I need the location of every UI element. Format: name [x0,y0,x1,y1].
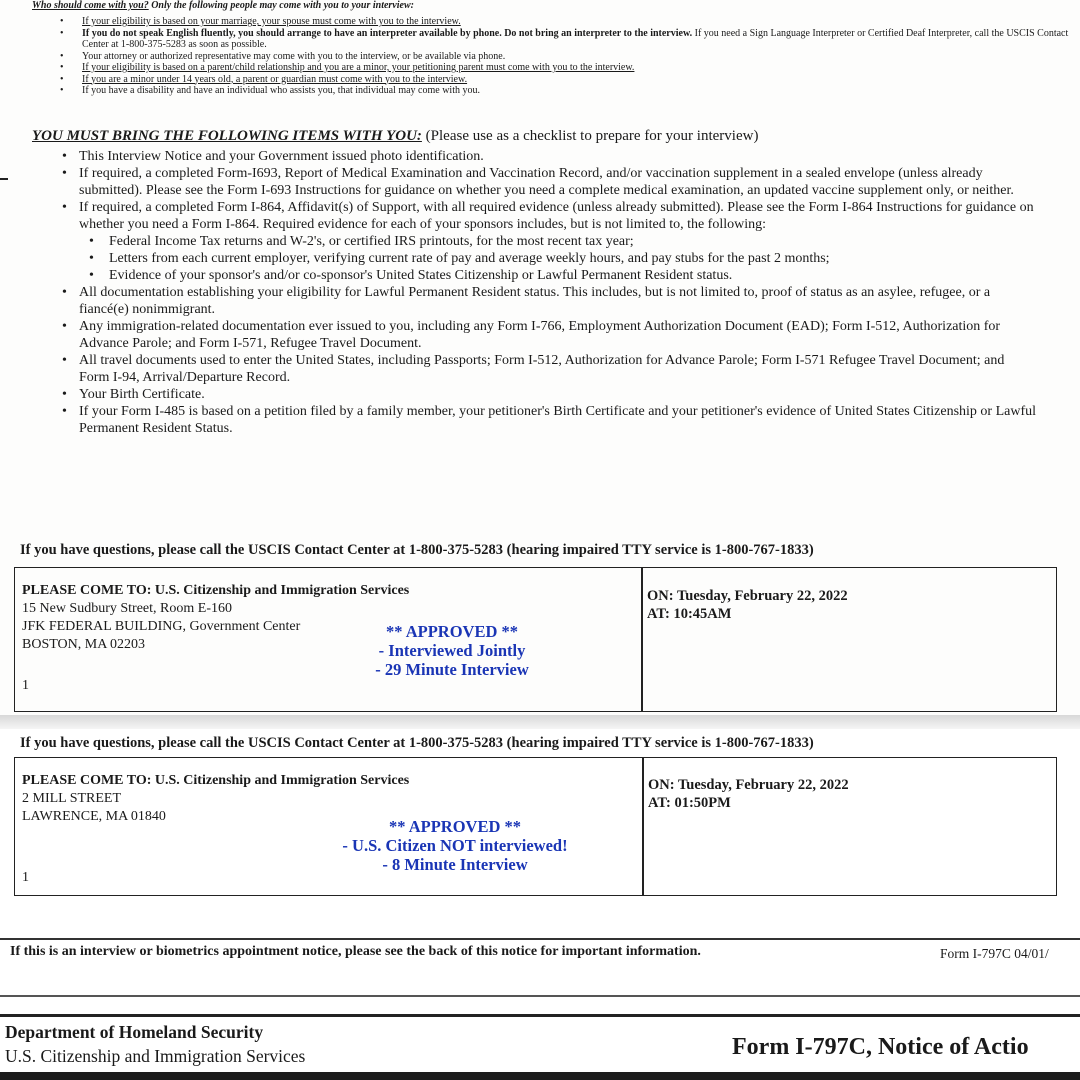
list-item: • Letters from each current employer, verifying current rate of pay and average weekly hours, and pay stubs for the past 2 months; [89,250,1037,267]
sponsor-evidence-list [89,233,1037,284]
approved-annotation-1: ** APPROVED ** - Interviewed Jointly - 29 Minute Interview [375,622,529,679]
list-item: • If your eligibility is based on a parent/child relationship and you are a minor, your petitioning parent must come with you to the interview. [60,62,1070,74]
back-of-notice-line: If this is an interview or biometrics appointment notice, please see the back of this notice for important information. [10,944,701,959]
box-divider [642,758,644,895]
checklist [62,148,1037,437]
list-item: • If required, a completed Form-I693, Report of Medical Examination and Vaccination Record, and/or vaccination supplement in a sealed envelope (unless already submitted). Please see the Form I-693 Instructions for guidance on whether you need a complete medical examination, an updated vaccine supplement only, or neither. [62,165,1037,199]
box-divider [641,568,643,711]
list-item: • Your Birth Certificate. [62,386,1037,403]
list-item: • Federal Income Tax returns and W-2's, or certified IRS printouts, for the most recent tax year; [89,233,1037,250]
list-item: • If your Form I-485 is based on a petition filed by a family member, your petitioner's Birth Certificate and your petitioner's evidence of United States Citizenship or Lawful Permanent Resident Status. [62,403,1037,437]
list-item: • If required, a completed Form I-864, Affidavit(s) of Support, with all required evidence (unless already submitted). Please see the Form I-864 Instructions for guidance on whether you need a Form I-864. Required evidence for each of your sponsors includes, but is not limited to, the following: • Federal Income Tax returns and W-2's, or certified IRS printouts, for the most recent tax year; • Letters from each current employer, verifying current rate of pay and average weekly hours, and pay stubs for the past 2 months; • Evidence of your sponsor's and/or co-sponsor's United States Citizenship or Lawful Permanent Resident status. [62,199,1037,284]
appointment-datetime: ON: Tuesday, February 22, 2022 AT: 10:45AM [647,588,848,622]
list-item: • If your eligibility is based on your marriage, your spouse must come with you to the interview. [60,16,1070,28]
who-should-come-list [60,16,1070,97]
divider-line [0,995,1080,997]
divider-line [0,1014,1080,1017]
agency-name: U.S. Citizenship and Immigration Services [5,1046,306,1066]
margin-mark [0,178,8,180]
list-item: • If you have a disability and have an individual who assists you, that individual may come with you. [60,85,1070,97]
appointment-datetime: ON: Tuesday, February 22, 2022 AT: 01:50PM [648,777,849,811]
list-item: • Any immigration-related documentation ever issued to you, including any Form I-766, Employment Authorization Document (EAD); Form I-512, Authorization for Advance Parole; and Form I-571, Refugee Travel Document. [62,318,1037,352]
page-count: 1 [22,678,29,693]
list-item: • Your attorney or authorized representative may come with you to the interview, or be available via phone. [60,51,1070,63]
contact-center-line: If you have questions, please call the USCIS Contact Center at 1-800-375-5283 (hearing impaired TTY service is 1-800-767-1833) [20,735,814,751]
must-bring-heading: YOU MUST BRING THE FOLLOWING ITEMS WITH YOU: (Please use as a checklist to prepare for your interview) [32,128,759,144]
page-fold [0,715,1080,729]
appointment-location: PLEASE COME TO: U.S. Citizenship and Immigration Services 2 MILL STREET LAWRENCE, MA 01840 [22,773,410,824]
approved-annotation-2: ** APPROVED ** - U.S. Citizen NOT interviewed! - 8 Minute Interview [342,817,568,874]
bottom-band [0,1072,1080,1080]
list-item: • If you do not speak English fluently, you should arrange to have an interpreter available by phone. Do not bring an interpreter to the interview. If you need a Sign Language Interpreter or Certified Deaf Interpreter, call the USCIS Contact Center at 1-800-375-5283 as soon as possible. [60,28,1070,51]
list-item: • Evidence of your sponsor's and/or co-sponsor's United States Citizenship or Lawful Permanent Resident status. [89,267,1037,284]
contact-center-line: If you have questions, please call the USCIS Contact Center at 1-800-375-5283 (hearing impaired TTY service is 1-800-767-1833) [20,542,814,558]
form-code: Form I-797C 04/01/ [940,946,1049,961]
page-count: 1 [22,870,29,885]
divider-line [0,938,1080,940]
list-item: • If you are a minor under 14 years old, a parent or guardian must come with you to the interview. [60,74,1070,86]
list-item: • This Interview Notice and your Government issued photo identification. [62,148,1037,165]
form-title: Form I-797C, Notice of Actio [732,1034,1029,1060]
appointment-location: PLEASE COME TO: U.S. Citizenship and Immigration Services 15 New Sudbury Street, Room E-160 JFK FEDERAL BUILDING, Government Center BOSTON, MA 02203 [22,583,410,652]
list-item: • All travel documents used to enter the United States, including Passports; Form I-512, Authorization for Advance Parole; Form I-571 Refugee Travel Document; and Form I-94, Arrival/Departure Record. [62,352,1037,386]
list-item: • All documentation establishing your eligibility for Lawful Permanent Resident status. This includes, but is not limited to, proof of status as an asylee, refugee, or a fiancé(e) nonimmigrant. [62,284,1037,318]
department-name: Department of Homeland Security [5,1022,264,1042]
who-should-come-heading: Who should come with you? Only the following people may come with you to your interview: [32,0,414,11]
